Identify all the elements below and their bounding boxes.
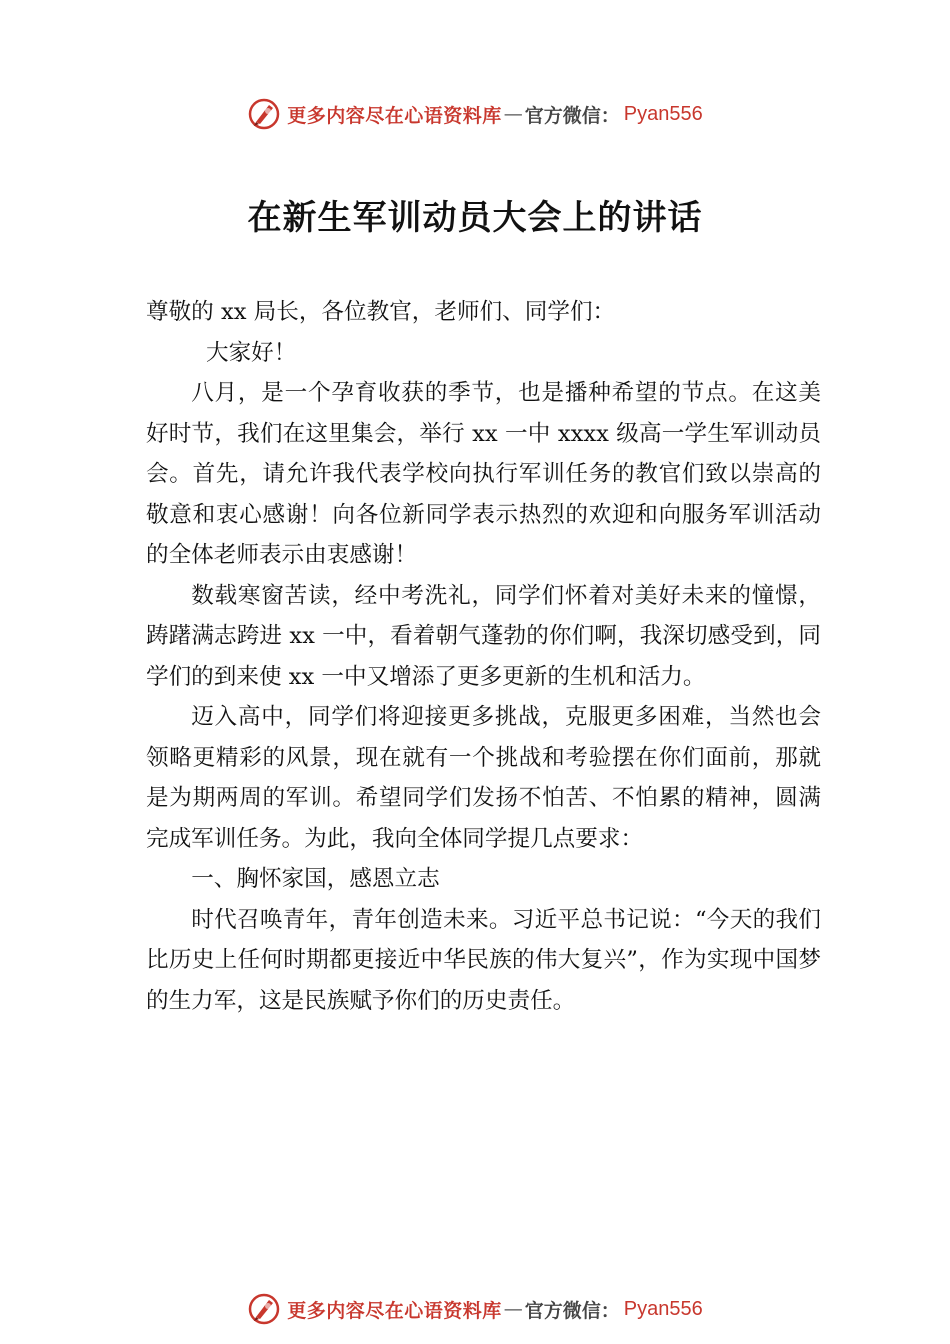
banner-label: 官方微信： bbox=[524, 1299, 620, 1322]
footer-banner bbox=[0, 1289, 950, 1329]
paragraph: 数载寒窗苦读，经中考洗礼，同学们怀着对美好未来的憧憬，踌躇满志跨进 xx 一中，看着朝气蓬勃的你们啊，我深切感受到，同学们的到来使 xx 一中又增添了更多更新的生机和活力。 bbox=[146, 582, 821, 690]
banner-separator: — bbox=[503, 103, 523, 125]
banner-text: 更多内容尽在心语资料库 bbox=[287, 1299, 502, 1322]
document-title: 在新生军训动员大会上的讲话 bbox=[247, 198, 703, 238]
banner-label: 官方微信： bbox=[524, 104, 620, 127]
document-body bbox=[146, 292, 821, 1021]
quill-logo-icon bbox=[247, 1292, 281, 1326]
section-heading: 一、胸怀家国，感恩立志 bbox=[191, 866, 440, 892]
header-banner bbox=[0, 94, 950, 134]
greeting: 大家好！ bbox=[206, 339, 297, 366]
quill-logo-icon bbox=[247, 97, 281, 131]
paragraph: 时代召唤青年，青年创造未来。习近平总书记说：“今天的我们比历史上任何时期都更接近中华民族的伟大复兴”，作为实现中国梦的生力军，这是民族赋予你们的历史责任。 bbox=[146, 906, 821, 1014]
banner-separator: — bbox=[503, 1298, 523, 1320]
banner-text: 更多内容尽在心语资料库 bbox=[287, 104, 502, 127]
wechat-id: Pyan556 bbox=[623, 1297, 703, 1320]
paragraph: 迈入高中，同学们将迎接更多挑战，克服更多困难，当然也会领略更精彩的风景，现在就有一个挑战和考验摆在你们面前，那就是为期两周的军训。希望同学们发扬不怕苦、不怕累的精神，圆满完成军训任务。为此，我向全体同学提几点要求： bbox=[146, 704, 821, 852]
paragraph: 八月，是一个孕育收获的季节，也是播种希望的节点。在这美好时节，我们在这里集会，举行 xx 一中 xxxx 级高一学生军训动员会。首先，请允许我代表学校向执行军训任务的教官们致以崇高的敬意和衷心感谢！向各位新同学表示热烈的欢迎和向服务军训活动的全体老师表示由衷感谢！ bbox=[146, 380, 821, 568]
wechat-id: Pyan556 bbox=[623, 102, 703, 125]
salutation: 尊敬的 xx 局长，各位教官，老师们、同学们： bbox=[146, 299, 616, 325]
